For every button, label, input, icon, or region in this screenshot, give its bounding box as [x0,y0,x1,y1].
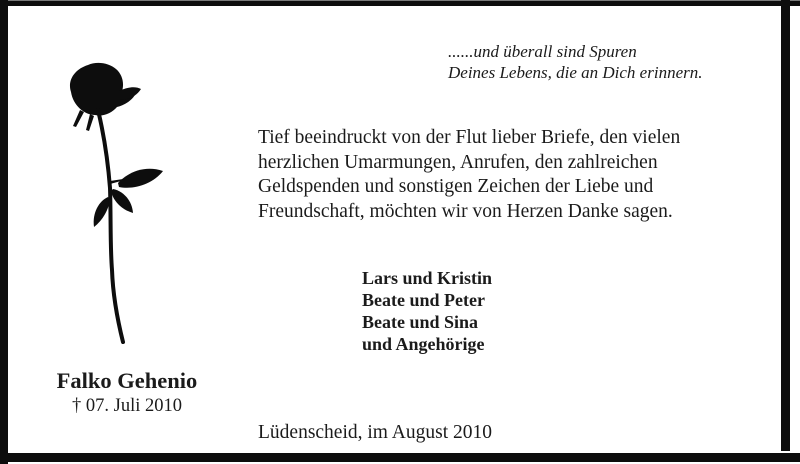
frame-rule-right [781,0,790,451]
thank-you-text-line: herzlichen Umarmungen, Anrufen, den zahlreichen [258,151,658,173]
place-and-date: Lüdenscheid, im August 2010 [258,422,492,443]
deceased-block [28,368,226,417]
mourner-line: und Angehörige [362,334,485,354]
thank-you-text-line: Freundschaft, möchten wir von Herzen Danke sagen. [258,200,673,222]
mourner-line: Lars und Kristin [362,268,493,288]
memorial-quote-line: ......und überall sind Spuren [448,42,637,61]
deceased-name: Falko Gehenio [56,368,198,393]
thank-you-text [258,126,680,224]
mourner-line: Beate und Peter [362,290,485,310]
memorial-quote [448,41,702,83]
thank-you-text-line: Tief beeindruckt von der Flut lieber Briefe, den vielen [258,127,681,148]
thank-you-text-line: Geldspenden und sonstigen Zeichen der Liebe und [258,176,654,197]
mourners-list [362,267,492,355]
frame-rule-bottom [0,453,800,462]
memorial-quote-line: Deines Lebens, die an Dich erinnern. [448,63,703,82]
rose-icon [40,50,220,370]
frame-rule-left [0,0,8,464]
death-date: † 07. Juli 2010 [72,396,182,416]
mourner-line: Beate und Sina [362,312,479,332]
frame-rule-top [0,0,800,6]
